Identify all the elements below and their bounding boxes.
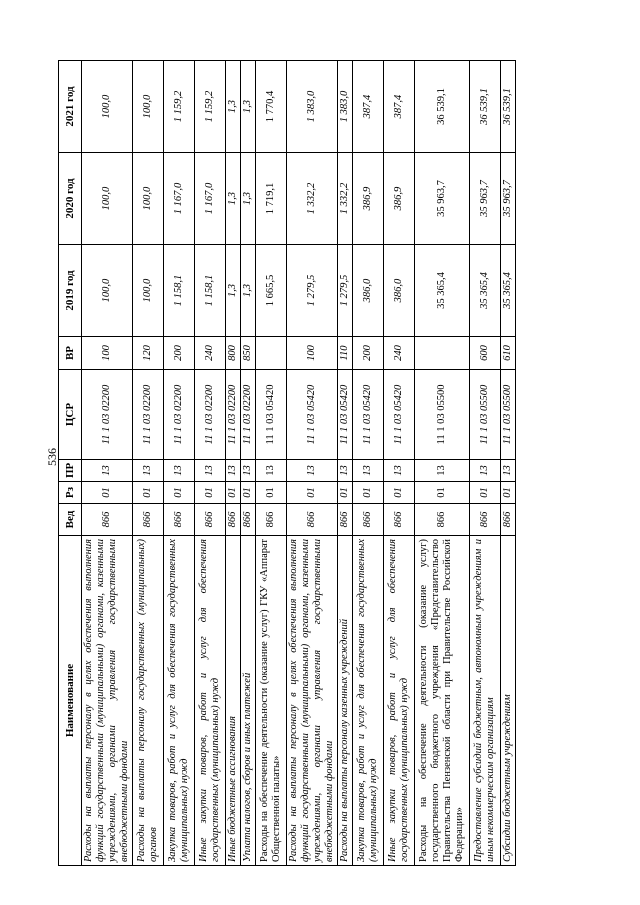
row-2019: 100,0 — [82, 245, 133, 337]
row-vr: 100 — [82, 337, 133, 370]
row-2020: 1 719,1 — [256, 153, 287, 245]
row-2021: 387,4 — [353, 61, 384, 153]
table-row — [470, 61, 501, 866]
row-2020: 35 963,7 — [501, 153, 516, 245]
row-vr — [256, 337, 287, 370]
row-csr: 11 1 03 05420 — [353, 370, 384, 460]
row-rz: 01 — [164, 482, 195, 504]
row-2021: 387,4 — [384, 61, 415, 153]
row-2019: 100,0 — [133, 245, 164, 337]
row-csr: 11 1 03 05500 — [470, 370, 501, 460]
row-vr: 240 — [384, 337, 415, 370]
row-rz: 01 — [501, 482, 516, 504]
row-2020: 100,0 — [133, 153, 164, 245]
row-ved: 866 — [226, 504, 241, 536]
header-2020: 2020 год — [59, 153, 82, 245]
table-row — [241, 61, 256, 866]
row-name: Иные закупки товаров, работ и услуг для обеспечения государственных (муниципальных) нужд — [384, 536, 415, 866]
row-ved: 866 — [164, 504, 195, 536]
row-rz: 01 — [353, 482, 384, 504]
row-vr: 850 — [241, 337, 256, 370]
row-pr: 13 — [133, 460, 164, 482]
row-2020: 1 332,2 — [338, 153, 353, 245]
table-row — [501, 61, 516, 866]
row-2019: 1,3 — [241, 245, 256, 337]
row-2020: 386,9 — [384, 153, 415, 245]
row-name: Уплата налогов, сборов и иных платежей — [241, 536, 256, 866]
row-pr: 13 — [164, 460, 195, 482]
row-2021: 1 770,4 — [256, 61, 287, 153]
row-vr: 120 — [133, 337, 164, 370]
rotated-table-wrapper — [58, 61, 603, 866]
row-2021: 1 159,2 — [195, 61, 226, 153]
row-pr: 13 — [415, 460, 470, 482]
table-row — [415, 61, 470, 866]
row-2020: 1 167,0 — [164, 153, 195, 245]
row-pr: 13 — [338, 460, 353, 482]
row-2019: 1 279,5 — [338, 245, 353, 337]
row-ved: 866 — [384, 504, 415, 536]
row-name: Расходы на выплаты персоналу государственных (муниципальных) органов — [133, 536, 164, 866]
header-2019: 2019 год — [59, 245, 82, 337]
table-row — [133, 61, 164, 866]
row-pr: 13 — [287, 460, 338, 482]
row-ved: 866 — [338, 504, 353, 536]
row-vr: 200 — [353, 337, 384, 370]
row-ved: 866 — [287, 504, 338, 536]
row-name: Расходы на выплаты персоналу казенных учреждений — [338, 536, 353, 866]
row-rz: 01 — [226, 482, 241, 504]
header-2021: 2021 год — [59, 61, 82, 153]
table-row — [195, 61, 226, 866]
row-ved: 866 — [501, 504, 516, 536]
row-name: Закупка товаров, работ и услуг для обеспечения государственных (муниципальных) нужд — [164, 536, 195, 866]
row-pr: 13 — [195, 460, 226, 482]
row-2021: 1,3 — [241, 61, 256, 153]
table-row — [82, 61, 133, 866]
row-2021: 36 539,1 — [415, 61, 470, 153]
header-name: Наименование — [59, 536, 82, 866]
row-vr: 800 — [226, 337, 241, 370]
table-row — [256, 61, 287, 866]
row-csr: 11 1 03 05500 — [415, 370, 470, 460]
row-2019: 35 365,4 — [501, 245, 516, 337]
row-2021: 36 539,1 — [501, 61, 516, 153]
row-ved: 866 — [241, 504, 256, 536]
row-rz: 01 — [241, 482, 256, 504]
row-pr: 13 — [353, 460, 384, 482]
row-rz: 01 — [256, 482, 287, 504]
row-2020: 1 167,0 — [195, 153, 226, 245]
row-csr: 11 1 03 02200 — [82, 370, 133, 460]
row-2021: 1 383,0 — [338, 61, 353, 153]
row-2021: 1 159,2 — [164, 61, 195, 153]
row-2021: 1 383,0 — [287, 61, 338, 153]
header-csr: ЦСР — [59, 370, 82, 460]
row-rz: 01 — [470, 482, 501, 504]
row-pr: 13 — [82, 460, 133, 482]
header-pr: ПР — [59, 460, 82, 482]
row-csr: 11 1 03 05420 — [384, 370, 415, 460]
row-pr: 13 — [384, 460, 415, 482]
table-row — [164, 61, 195, 866]
row-2019: 386,0 — [384, 245, 415, 337]
row-2020: 35 963,7 — [415, 153, 470, 245]
row-pr: 13 — [226, 460, 241, 482]
table-row — [226, 61, 241, 866]
row-2020: 1 332,2 — [287, 153, 338, 245]
row-csr: 11 1 03 02200 — [195, 370, 226, 460]
budget-table — [58, 60, 516, 866]
table-row — [384, 61, 415, 866]
row-csr: 11 1 03 05500 — [501, 370, 516, 460]
row-2019: 35 365,4 — [470, 245, 501, 337]
row-name: Иные закупки товаров, работ и услуг для обеспечения государственных (муниципальных) нужд — [195, 536, 226, 866]
row-name: Предоставление субсидий бюджетным, автономным учреждениям и иным некоммерческим организациям — [470, 536, 501, 866]
table-header-row — [59, 61, 82, 866]
row-pr: 13 — [501, 460, 516, 482]
header-ved: Вед — [59, 504, 82, 536]
row-ved: 866 — [133, 504, 164, 536]
row-2021: 36 539,1 — [470, 61, 501, 153]
table-row — [353, 61, 384, 866]
row-name: Субсидии бюджетным учреждениям — [501, 536, 516, 866]
row-csr: 11 1 03 05420 — [287, 370, 338, 460]
row-name: Иные бюджетные ассигнования — [226, 536, 241, 866]
row-vr: 110 — [338, 337, 353, 370]
row-pr: 13 — [470, 460, 501, 482]
row-2020: 35 963,7 — [470, 153, 501, 245]
row-name: Расходы на обеспечение деятельности (оказание услуг) ГКУ «Аппарат Общественной палаты» — [256, 536, 287, 866]
table-row — [287, 61, 338, 866]
row-vr: 100 — [287, 337, 338, 370]
row-2021: 100,0 — [133, 61, 164, 153]
row-vr: 600 — [470, 337, 501, 370]
row-2019: 1 665,5 — [256, 245, 287, 337]
row-2019: 35 365,4 — [415, 245, 470, 337]
row-pr: 13 — [256, 460, 287, 482]
row-vr — [415, 337, 470, 370]
row-rz: 01 — [82, 482, 133, 504]
row-pr: 13 — [241, 460, 256, 482]
row-2019: 386,0 — [353, 245, 384, 337]
row-2020: 100,0 — [82, 153, 133, 245]
row-rz: 01 — [195, 482, 226, 504]
row-name: Расходы на обеспечение деятельности (оказание услуг) государственного бюджетного учреждения «Представительство Правительства Пензенской области при Правительстве Российской Федерации» — [415, 536, 470, 866]
row-name: Расходы на выплаты персоналу в целях обеспечения выполнения функций государственными (муниципальными) органами, казенными учреждениями, органами управления государственными внебюджетными фондами — [287, 536, 338, 866]
row-name: Закупка товаров, работ и услуг для обеспечения государственных (муниципальных) нужд — [353, 536, 384, 866]
row-vr: 610 — [501, 337, 516, 370]
row-2019: 1,3 — [226, 245, 241, 337]
row-2019: 1 158,1 — [195, 245, 226, 337]
row-csr: 11 1 03 02200 — [241, 370, 256, 460]
row-vr: 200 — [164, 337, 195, 370]
row-ved: 866 — [415, 504, 470, 536]
row-2020: 386,9 — [353, 153, 384, 245]
row-2020: 1,3 — [241, 153, 256, 245]
row-ved: 866 — [470, 504, 501, 536]
row-name: Расходы на выплаты персоналу в целях обеспечения выполнения функций государственными (муниципальными) органами, казенными учреждениями, органами управления государственными внебюджетными фондами — [82, 536, 133, 866]
page-number: 536 — [45, 448, 59, 466]
row-rz: 01 — [287, 482, 338, 504]
row-csr: 11 1 03 02200 — [164, 370, 195, 460]
row-ved: 866 — [195, 504, 226, 536]
row-rz: 01 — [133, 482, 164, 504]
row-ved: 866 — [353, 504, 384, 536]
row-2021: 1,3 — [226, 61, 241, 153]
header-rz: Рз — [59, 482, 82, 504]
row-rz: 01 — [384, 482, 415, 504]
row-vr: 240 — [195, 337, 226, 370]
row-rz: 01 — [338, 482, 353, 504]
row-ved: 866 — [82, 504, 133, 536]
row-ved: 866 — [256, 504, 287, 536]
row-csr: 11 1 03 02200 — [226, 370, 241, 460]
table-row — [338, 61, 353, 866]
row-2020: 1,3 — [226, 153, 241, 245]
row-csr: 11 1 03 02200 — [133, 370, 164, 460]
row-rz: 01 — [415, 482, 470, 504]
row-csr: 11 1 03 05420 — [338, 370, 353, 460]
header-vr: ВР — [59, 337, 82, 370]
row-2019: 1 158,1 — [164, 245, 195, 337]
row-2021: 100,0 — [82, 61, 133, 153]
row-2019: 1 279,5 — [287, 245, 338, 337]
row-csr: 11 1 03 05420 — [256, 370, 287, 460]
